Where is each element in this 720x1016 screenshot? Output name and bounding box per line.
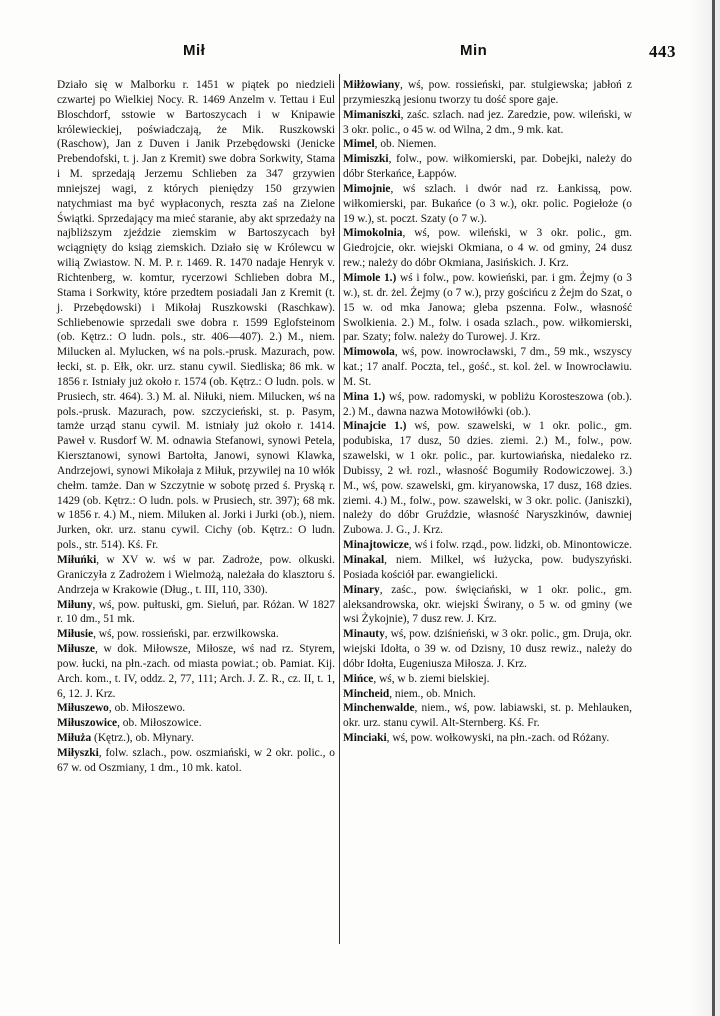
entry-paragraph: Miłuża (Kętrz.), ob. Młynary. [57, 732, 194, 745]
entry-headword: Minajcie 1.) [343, 420, 407, 433]
entry-paragraph: Minajcie 1.) wś, pow. szawelski, w 1 okr. polic., gm. podubiska, 17 dusz, 50 dzies. ziemi. 2.) M., folw., pow. szawelski, w 1 okr. polic., par. kurtowiańska, niedaleko rz. Dubissy, 2 wł. rozl., własność Bogumiły Rodowiczowej. 3.) M., wś, pow. szawelski, gm. kiryanowska, 17 dusz, 168 dzies. ziemi. 4.) M., folw., pow. szawelski, w 3 okr. polic. (Janiszki), należy do dóbr Gruździe, własność Naryszkinów, dawniej Zubowa. J. G., J. Krz. [343, 420, 633, 537]
entry-headword: Miłuszowice [57, 717, 118, 730]
entry-headword: Miłuża [57, 732, 92, 745]
entry-headword: Minchenwalde [343, 702, 415, 715]
entry-paragraph: Mimaniszki, zaśc. szlach. nad jez. Zaredzie, pow. wileński, w 3 okr. polic., o 45 w. od Wilna, 2 dm., 9 mk. kat. [343, 108, 632, 136]
entry-headword: Miłuny [57, 598, 93, 611]
entry-paragraph: Minauty, wś, pow. dziśnieński, w 3 okr. polic., gm. Druja, okr. wiejski Idołta, o 39 w. od Dzisny, 10 dusz rewiz., należy do dóbr Idołta, Eugeniusza Miłosza. J. Krz. [343, 628, 632, 670]
entry-paragraph: Miłyszki, folw. szlach., pow. oszmiański, w 2 okr. polic., o 67 w. od Oszmiany, 1 dm., 10 mk. katol. [57, 746, 335, 774]
entry-headword: Minciaki [343, 732, 387, 745]
entry-paragraph: Minary, zaśc., pow. święciański, w 1 okr. polic., gm. aleksandrowska, okr. wiejski Świrany, o 5 w. od gminy (we wsi Żykojnie), 7 dusz rew. J. Krz. [343, 583, 632, 626]
entry-headword: Mimokolnia [343, 227, 403, 240]
entry-headword: Miłusze [57, 643, 95, 656]
entry-paragraph: Miłżowiany, wś, pow. rossieński, par. stulgiewska; jabłoń z przymieszką jesionu tworzy tu dość spore gaje. [343, 79, 632, 106]
entry-paragraph: Mina 1.) wś, pow. radomyski, w pobliżu Korosteszowa (ob.). 2.) M., dawna nazwa Motowiłówki (ob.). [343, 390, 632, 418]
entry-headword: Mimole 1.) [343, 271, 397, 284]
binding-edge [712, 0, 715, 1016]
entry-paragraph: Miłuny, wś, pow. pułtuski, gm. Sieluń, par. Różan. W 1827 r. 10 dm., 51 mk. [57, 598, 335, 626]
entry-headword: Mina 1.) [343, 390, 386, 403]
entry-headword: Mimojnie [343, 182, 391, 195]
column-divider [339, 74, 340, 944]
entry-headword: Mińce [343, 672, 374, 685]
entry-headword: Miłuszewo [57, 702, 109, 715]
entry-headword: Mimel [343, 138, 375, 151]
entry-paragraph: Miłusze, w dok. Miłowsze, Miłosze, wś nad rz. Styrem, pow. łucki, na płn.-zach. od miasta powiat.; ob. Pamiat. Kij. Arch. kom., t. IV, oddz. 2, 77, 111; Arch. J. Z. R., cz. II, t. 1, 6, 12. J. Krz. [57, 643, 335, 700]
entry-paragraph: Mincheid, niem., ob. Mnich. [343, 687, 476, 700]
entry-paragraph: Mimowola, wś, pow. inowrocławski, 7 dm., 59 mk., wszyscy kat.; 17 analf. Poczta, tel., gość., st. kol. żel. w Inowrocławiu. M. St. [343, 346, 632, 388]
entry-headword: Minakal [343, 554, 385, 566]
entry-headword: Minauty [343, 628, 385, 641]
left-column [57, 78, 335, 776]
entry-paragraph: Miłuńki, w XV w. wś w par. Zadroże, pow. olkuski. Graniczyła z Zadrożem i Wielmożą, należała do klasztoru ś. Andrzeja w Krakowie (Dług., t. III, 110, 330). [57, 554, 335, 596]
entry-headword: Miłusie [57, 628, 94, 641]
entry-paragraph: Minakal, niem. Milkel, wś łużycka, pow. budyszyński. Posiada kościół par. ewangielicki. [343, 554, 632, 581]
entry-paragraph: Minciaki, wś, pow. wołkowyski, na płn.-zach. od Różany. [343, 732, 610, 745]
entry-paragraph: Mińce, wś, w b. ziemi bielskiej. [343, 672, 490, 685]
entry-paragraph: Miłuszowice, ob. Miłoszowice. [57, 717, 202, 730]
entry-headword: Minajtowicze [343, 539, 409, 552]
right-column [343, 78, 632, 746]
entry-paragraph: Mimojnie, wś szlach. i dwór nad rz. Łankissą, pow. wiłkomierski, par. Bukańce (o 3 w.), okr. polic. Pogiełoże (o 19 w.), st. poczt. Szaty (o 7 w.). [343, 182, 632, 225]
entry-headword: Mimowola [343, 346, 395, 359]
entry-paragraph: Mimole 1.) wś i folw., pow. kowieński, par. i gm. Żejmy (o 3 w.), st. dr. żel. Żejmy (o 7 w.), przy gościńcu z Żejm do Szat, o 15 w. od mka Janowa; gleba pszenna. Folw., własność Swolkienia. 2.) M., folw. i osada szlach., pow. wiłkomierski, par. Szaty; folw. należy do Turowej. J. Krz. [343, 271, 632, 344]
entry-paragraph: Miłuszewo, ob. Miłoszewo. [57, 702, 186, 715]
entry-paragraph: Działo się w Malborku r. 1451 w piątek po niedzieli czwartej po Wielkiej Nocy. R. 1469 Anzelm v. Tettau i Eul Bloschdorf, sstowie w Bartoszycach i w Knipawie królewieckiej, poświadczają, że Mik. Ruszkowski (Raschow), Jan z Duven i Janik Przebędowski (Jenicke Prebendofski, t. j. Jan z Kremit) swe dobra Sorkwity, Stama i M. sprzedają Jerzemu Schlieben za 347 grzywien mniejszej wagi, z których pieniędzy 150 grzywien natychmiast ma być wypłaconych, reszta zaś na Zielone Świątki. Sprzedający ma mieć staranie, aby akt sprzedaży na najbliższym zjeździe ziemskim w Bartoszycach był wciągnięty do ksiąg ziemskich. Działo się w Królewcu w wilią Zwiastow. N. M. P. r. 1469. R. 1470 nadaje Henryk v. Richtenberg, w. komtur, rycerzowi Schlieben dobra M., Stama i Sorkwity, które przedtem posiadali Jan z Kremit (t. j. Przebędowski) i Mikołaj Ruszkowski (Raschkaw). Schliebenowie sprzedali swe dobra r. 1599 Eglofsteinom (ob. Kętrz.: O ludn. pols., str. 406—407). 2.) M., niem. Milucken al. Mylucken, wś na pols.-prusk. Mazurach, pow. łecki, st. p. Ełk, okr. urz. stanu cywil. Siedliska; 86 mk. w 1856 r. Istniały już około r. 1574 (ob. Kętrz.: O ludn. pols. w Prusiech, str. 464). 3.) M. al. Niłuki, niem. Milucken, wś na pols.-prusk. Mazurach, pow. szczycieński, st. p. Pasym, tamże urząd stanu cywil. M. istniały już około r. 1414. Paweł v. Rusdorf W. M. odnawia Stefanowi, synowi Petela, Kiersztanowi, synowi Bartołta, Janowi, synowi Klawka, Andrzejowi, synowi Mikołaja z Miłuk, przywilej na 10 włók chełm. tamże. Dan w Szczytnie w sobotę przed ś. Pryską r. 1429 (ob. Kętrz.: O ludn. pols. w Prusiech, str. 397); 68 mk. w 1856 r. 4.) M., niem. Miluken al. Jorki i Jurki (ob.), niem. Jurken, okr. urz. stanu cywil. Cichy (ob. Kętrz.: O ludn. pols., str. 514). Kś. Fr. [57, 79, 335, 552]
entry-paragraph: Mimokolnia, wś, pow. wileński, w 3 okr. polic., gm. Giedrojcie, okr. wiejski Okmiana, o 4 w. od gminy, 24 dusz rew.; należy do dóbr Okmiana, Jasińskich. J. Krz. [343, 227, 632, 270]
page-edge-shadow [690, 0, 720, 1016]
entry-paragraph: Minchenwalde, niem., wś, pow. labiawski, st. p. Mehlauken, okr. urz. stanu cywil. Alt-Sternberg. Kś. Fr. [343, 702, 632, 730]
running-head-right: Min [460, 42, 488, 59]
entry-headword: Mincheid [343, 687, 390, 700]
entry-paragraph: Mimiszki, folw., pow. wiłkomierski, par. Dobejki, należy do dóbr Sterkańce, Łappów. [343, 153, 632, 181]
entry-headword: Mimiszki [343, 153, 389, 166]
entry-headword: Minary [343, 583, 380, 596]
entry-headword: Miłuńki [57, 554, 97, 566]
entry-headword: Mimaniszki [343, 108, 401, 121]
entry-headword: Miłżowiany [343, 79, 400, 91]
entry-paragraph: Minajtowicze, wś i folw. rząd., pow. lidzki, ob. Minontowicze. [343, 539, 632, 552]
running-head-left: Mił [183, 42, 206, 59]
entry-headword: Miłyszki [57, 746, 99, 759]
entry-paragraph: Mimel, ob. Niemen. [343, 138, 437, 151]
page-number: 443 [649, 42, 676, 61]
entry-paragraph: Miłusie, wś, pow. rossieński, par. erzwilkowska. [57, 628, 279, 641]
